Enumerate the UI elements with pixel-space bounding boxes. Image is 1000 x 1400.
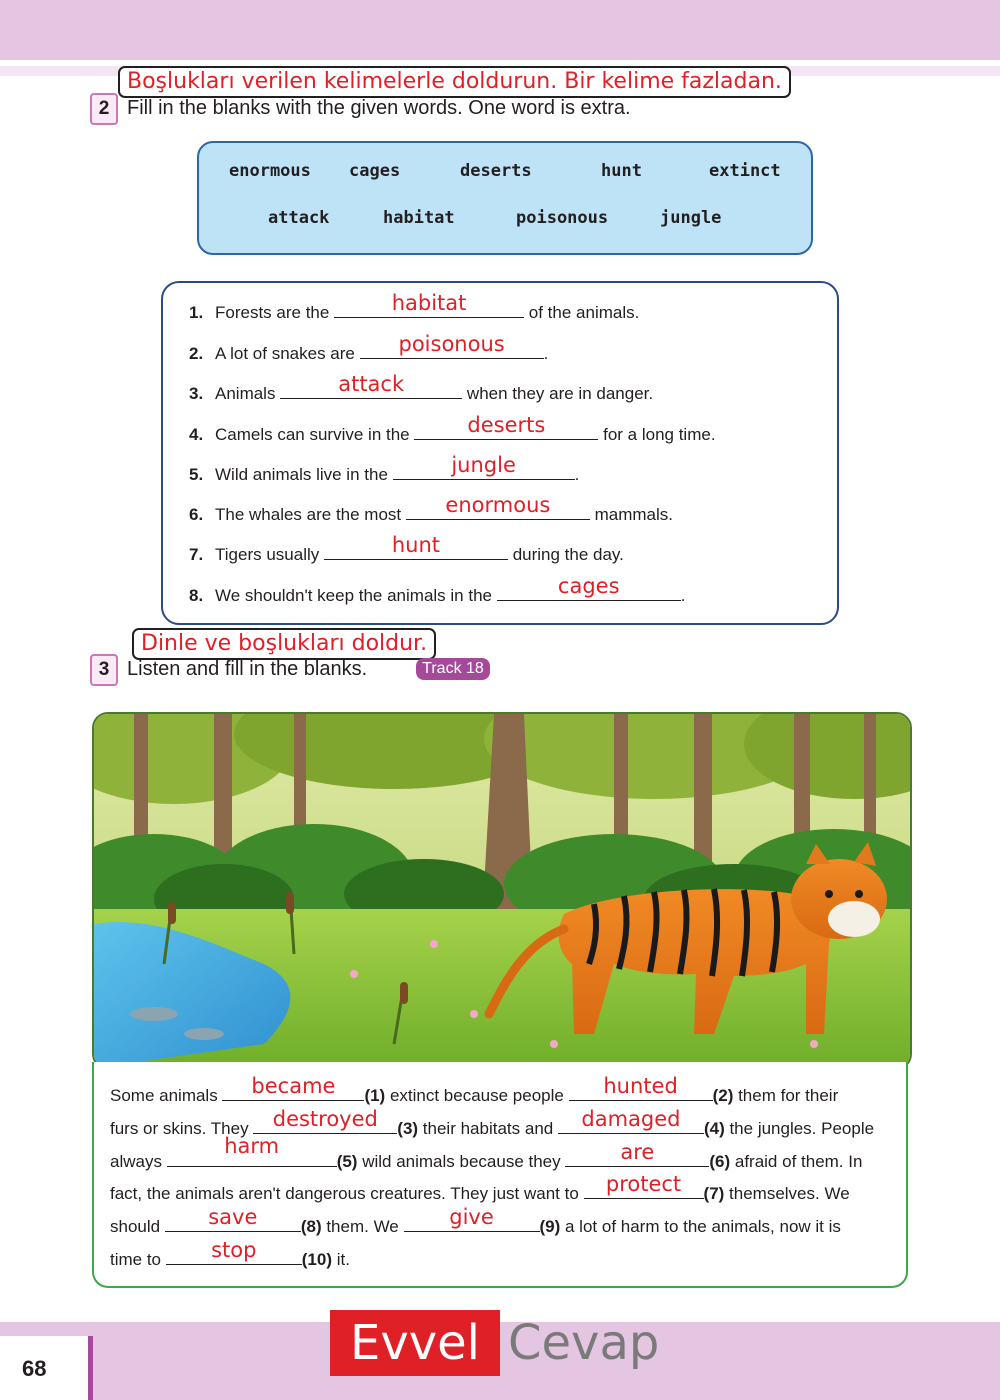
sentence-row	[189, 413, 716, 444]
answer-blank[interactable]	[166, 1238, 302, 1265]
sentence-text: The whales are the most	[215, 505, 406, 524]
paragraph-text: it.	[331, 1250, 350, 1269]
answer-text: damaged	[581, 1107, 681, 1131]
sentence-box	[161, 281, 839, 625]
paragraph-line	[110, 1172, 850, 1204]
answer-text: became	[251, 1074, 336, 1098]
sentence-number: 2.	[189, 344, 204, 363]
blank-number: (7)	[703, 1184, 725, 1203]
track-badge[interactable]: Track 18	[416, 658, 490, 680]
answer-blank[interactable]	[253, 1107, 397, 1134]
blank-number: (4)	[703, 1119, 725, 1138]
sentence-number: 4.	[189, 425, 204, 444]
paragraph-text: themselves. We	[724, 1184, 850, 1203]
sentence-text: for a long time.	[598, 425, 716, 444]
answer-blank[interactable]	[406, 493, 590, 520]
paragraph-line	[110, 1134, 863, 1172]
word-bank-item: jungle	[660, 208, 722, 228]
answer-blank[interactable]	[558, 1107, 704, 1134]
answer-text: hunted	[603, 1074, 678, 1098]
sentence-text: mammals.	[589, 505, 673, 524]
word-bank-item: habitat	[383, 208, 455, 228]
paragraph-text: always	[110, 1152, 167, 1171]
answer-text: protect	[605, 1172, 682, 1196]
jungle-scene-svg	[94, 714, 910, 1068]
answer-blank[interactable]	[165, 1205, 301, 1232]
answer-blank[interactable]	[414, 413, 598, 440]
word-bank-item: extinct	[709, 161, 781, 181]
listening-paragraph	[92, 1062, 908, 1288]
answer-blank[interactable]	[280, 372, 462, 399]
answer-text: jungle	[451, 453, 516, 477]
logo-cevap: Cevap	[508, 1315, 660, 1371]
bottom-band	[0, 1322, 1000, 1400]
answer-blank[interactable]	[334, 291, 524, 318]
paragraph-line	[110, 1205, 841, 1237]
blank-number: (8)	[300, 1217, 322, 1236]
page-number: 68	[22, 1356, 47, 1381]
answer-text: harm	[224, 1134, 280, 1158]
answer-text: stop	[211, 1238, 257, 1262]
sentence-row	[189, 574, 686, 605]
paragraph-text: them. We	[321, 1217, 404, 1236]
blank-number: (6)	[709, 1152, 731, 1171]
blank-number: (9)	[539, 1217, 561, 1236]
sentence-text: .	[543, 344, 549, 363]
paragraph-line	[110, 1074, 839, 1106]
paragraph-text: afraid of them. In	[730, 1152, 863, 1171]
paragraph-text: Some animals	[110, 1086, 223, 1105]
sentence-text: when they are in danger.	[462, 384, 654, 403]
word-bank-item: attack	[268, 208, 330, 228]
sentence-number: 5.	[189, 465, 204, 484]
page-number-box	[0, 1336, 93, 1400]
answer-text: save	[208, 1205, 258, 1229]
exercise3-title: Listen and fill in the blanks.	[127, 658, 368, 680]
sentence-text: Wild animals live in the	[215, 465, 393, 484]
sentence-text: Animals	[215, 384, 281, 403]
blank-number: (1)	[364, 1086, 386, 1105]
exercise2-translation: Boşlukları verilen kelimelerle doldurun. Bir kelime fazladan.	[118, 66, 791, 98]
paragraph-text: should	[110, 1217, 165, 1236]
sentence-text: A lot of snakes are	[215, 344, 360, 363]
answer-blank[interactable]	[324, 533, 508, 560]
answer-blank[interactable]	[569, 1074, 713, 1101]
answer-blank[interactable]	[167, 1134, 337, 1167]
paragraph-text: furs or skins. They	[110, 1119, 254, 1138]
logo-evvel: Evvel	[330, 1310, 500, 1376]
sentence-row	[189, 453, 580, 484]
exercise3-number: 3	[90, 654, 118, 686]
answer-text: give	[449, 1205, 494, 1229]
answer-text: cages	[557, 574, 620, 598]
sentence-row	[189, 493, 673, 524]
paragraph-text: fact, the animals aren't dangerous creatures. They just want to	[110, 1184, 584, 1203]
word-bank-item: hunt	[601, 161, 642, 181]
exercise3-translation: Dinle ve boşlukları doldur.	[132, 628, 436, 660]
answer-blank[interactable]	[404, 1205, 540, 1232]
sentence-number: 7.	[189, 545, 204, 564]
word-bank-item: poisonous	[516, 208, 609, 228]
sentence-text: Camels can survive in the	[215, 425, 415, 444]
blank-number: (10)	[301, 1250, 332, 1269]
sentence-row	[189, 533, 624, 564]
paragraph-text: a lot of harm to the animals, now it is	[560, 1217, 841, 1236]
sentence-text: We shouldn't keep the animals in the	[215, 586, 497, 605]
sentence-row	[189, 332, 549, 363]
word-bank-item: deserts	[460, 161, 532, 181]
blank-number: (5)	[336, 1152, 358, 1171]
blank-number: (3)	[397, 1119, 419, 1138]
paragraph-text: extinct because people	[385, 1086, 569, 1105]
answer-text: destroyed	[272, 1107, 378, 1131]
top-band	[0, 0, 1000, 60]
paragraph-line	[110, 1238, 350, 1270]
sentence-text: .	[574, 465, 580, 484]
answer-text: poisonous	[398, 332, 505, 356]
answer-blank[interactable]	[497, 574, 681, 601]
sentence-number: 6.	[189, 505, 204, 524]
sentence-text: of the animals.	[524, 303, 640, 322]
answer-text: enormous	[445, 493, 551, 517]
answer-blank[interactable]	[360, 332, 544, 359]
blank-number: (2)	[712, 1086, 734, 1105]
word-bank-item: enormous	[229, 161, 311, 181]
answer-blank[interactable]	[222, 1074, 364, 1101]
sentence-text: .	[680, 586, 686, 605]
paragraph-text: wild animals because they	[357, 1152, 566, 1171]
answer-blank[interactable]	[565, 1140, 709, 1167]
sentence-text: Forests are the	[215, 303, 335, 322]
sentence-text: Tigers usually	[215, 545, 324, 564]
jungle-tiger-illustration	[92, 712, 912, 1070]
sentence-number: 3.	[189, 384, 204, 403]
paragraph-text: their habitats and	[418, 1119, 558, 1138]
answer-text: attack	[338, 372, 405, 396]
exercise2-title: Fill in the blanks with the given words. One word is extra.	[127, 97, 631, 119]
paragraph-text: the jungles. People	[724, 1119, 875, 1138]
sentence-row	[189, 372, 654, 403]
paragraph-text: time to	[110, 1250, 166, 1269]
paragraph-text: them for their	[733, 1086, 839, 1105]
sentence-number: 8.	[189, 586, 204, 605]
sentence-text: during the day.	[507, 545, 624, 564]
word-bank	[197, 141, 813, 255]
answer-text: habitat	[391, 291, 467, 315]
answer-blank[interactable]	[393, 453, 575, 480]
answer-text: hunt	[391, 533, 441, 557]
answer-blank[interactable]	[584, 1172, 704, 1199]
sentence-row	[189, 291, 640, 322]
word-bank-item: cages	[349, 161, 401, 181]
sentence-number: 1.	[189, 303, 204, 322]
exercise2-number: 2	[90, 93, 118, 125]
answer-text: are	[620, 1140, 655, 1164]
answer-text: deserts	[467, 413, 546, 437]
